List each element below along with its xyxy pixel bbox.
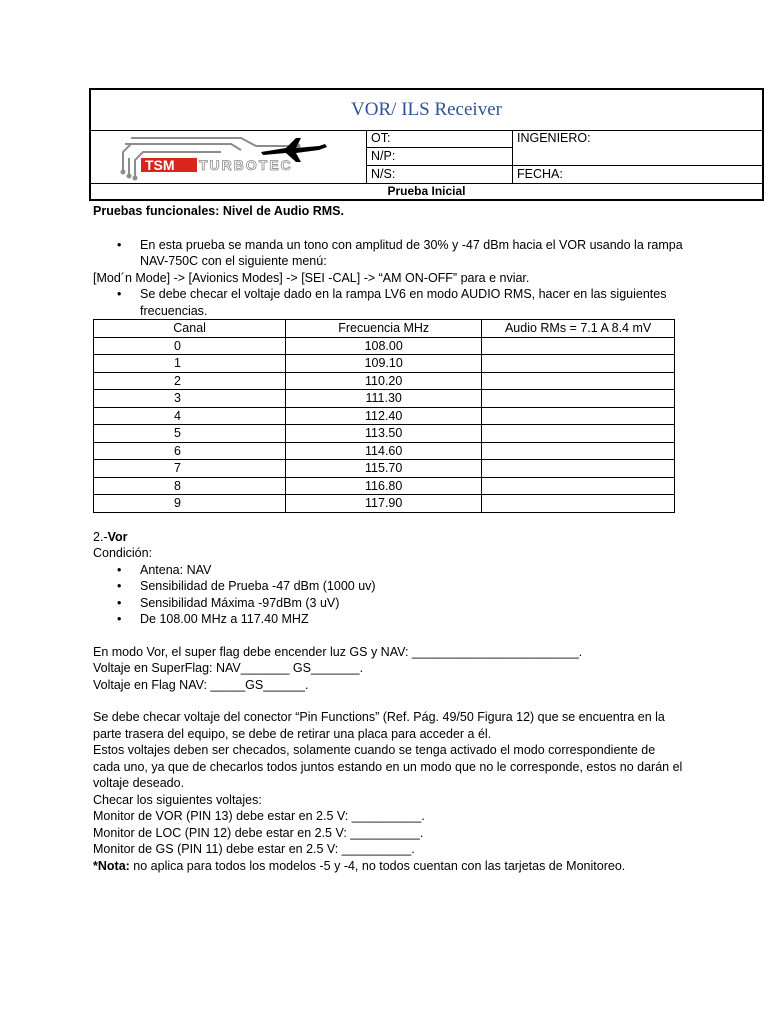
section1-bullet-2 (93, 286, 683, 319)
logo-turbotec-text: TURBOTEC (199, 157, 293, 173)
bullet-icon: • (117, 579, 122, 593)
cell-audio[interactable] (482, 355, 675, 373)
frequency-table (93, 319, 675, 513)
cell-frecuencia: 117.90 (286, 495, 482, 513)
ns-field[interactable] (367, 166, 513, 183)
cell-canal: 4 (94, 407, 286, 425)
cell-canal: 9 (94, 495, 286, 513)
cell-frecuencia: 112.40 (286, 407, 482, 425)
header-info-grid (367, 130, 762, 183)
condicion-bullet (93, 578, 683, 595)
cell-audio[interactable] (482, 477, 675, 495)
table-header-canal: Canal (94, 320, 286, 338)
table-row (94, 407, 675, 425)
cell-canal: 2 (94, 372, 286, 390)
table-row (94, 477, 675, 495)
cell-canal: 0 (94, 337, 286, 355)
table-row (94, 372, 675, 390)
condicion-label: Condición: (93, 546, 153, 560)
ot-field[interactable] (367, 130, 513, 148)
cell-audio[interactable] (482, 425, 675, 443)
cell-frecuencia: 113.50 (286, 425, 482, 443)
bullet-icon: • (117, 612, 122, 626)
np-field[interactable] (367, 148, 513, 166)
company-logo (91, 130, 367, 183)
np-label: N/P: (371, 149, 396, 163)
section1-bullet-1 (93, 237, 683, 270)
cell-canal: 6 (94, 442, 286, 460)
cell-audio[interactable] (482, 337, 675, 355)
cell-canal: 3 (94, 390, 286, 408)
section2-title: Vor (107, 529, 128, 544)
cell-audio[interactable] (482, 442, 675, 460)
ot-label: OT: (371, 131, 391, 145)
voltaje-flag-nav-line: Voltaje en Flag NAV: _____GS______. (93, 677, 309, 692)
cell-frecuencia: 116.80 (286, 477, 482, 495)
voltaje-superflag-line: Voltaje en SuperFlag: NAV_______ GS_______. (93, 661, 364, 675)
section1-bullet-1-text: En esta prueba se manda un tono con amplitud de 30% y -47 dBm hacia el VOR usando la rampa NAV-750C con el siguiente menú: (140, 237, 683, 268)
document-body (93, 203, 683, 874)
table-header-row (94, 320, 675, 338)
document-header (89, 88, 764, 201)
bullet-icon: • (117, 595, 122, 610)
cell-canal: 5 (94, 425, 286, 443)
tsm-turbotec-logo (91, 130, 365, 183)
cell-frecuencia: 110.20 (286, 372, 482, 390)
pin-functions-paragraph: Se debe checar voltaje del conector “Pin Functions” (Ref. Pág. 49/50 Figura 12) que se encuentra en la parte trasera del equipo, se debe de retirar una placa para acceder a él. (93, 710, 665, 741)
cell-audio[interactable] (482, 372, 675, 390)
table-row (94, 337, 675, 355)
fecha-field[interactable] (513, 166, 762, 183)
table-header-audio: Audio RMs = 7.1 A 8.4 mV (482, 320, 675, 338)
cell-audio[interactable] (482, 407, 675, 425)
nota-text: no aplica para todos los modelos -5 y -4, no todos cuentan con las tarjetas de Monitoreo. (129, 858, 626, 873)
cell-canal: 8 (94, 477, 286, 495)
nota-line (93, 858, 683, 875)
ns-label: N/S: (371, 167, 396, 181)
voltajes-paragraph: Estos voltajes deben ser checados, solamente cuando se tenga activado el modo correspondiente de cada uno, ya que de checarlos todos juntos estando en un modo que no le corresponde, estos no darán el voltaje deseado. (93, 743, 683, 790)
nota-label: *Nota: (93, 858, 130, 873)
condicion-bullet-text: Sensibilidad Máxima -97dBm (3 uV) (140, 595, 340, 610)
section1-bullet-2-text: Se debe checar el voltaje dado en la rampa LV6 en modo AUDIO RMS, hacer en las siguientes frecuencias. (140, 287, 667, 318)
section1-heading: Pruebas funcionales: Nivel de Audio RMS. (93, 204, 344, 218)
bullet-icon: • (117, 287, 122, 301)
table-row (94, 425, 675, 443)
table-row (94, 442, 675, 460)
condicion-bullet-text: Sensibilidad de Prueba -47 dBm (1000 uv) (140, 579, 376, 593)
menu-line: [Mod´n Mode] -> [Avionics Modes] -> [SEI -CAL] -> “AM ON-OFF” para e nviar. (93, 270, 530, 285)
prueba-inicial-label: Prueba Inicial (91, 183, 762, 200)
logo-tsm-text: TSM (145, 157, 175, 173)
table-row (94, 390, 675, 408)
condicion-bullet (93, 595, 683, 612)
cell-frecuencia: 114.60 (286, 442, 482, 460)
cell-audio[interactable] (482, 460, 675, 478)
section2-heading (93, 529, 683, 546)
monitor-vor-line: Monitor de VOR (PIN 13) debe estar en 2.5 V: __________. (93, 809, 425, 823)
condicion-bullet (93, 562, 683, 579)
cell-frecuencia: 108.00 (286, 337, 482, 355)
table-row (94, 355, 675, 373)
table-row (94, 460, 675, 478)
monitor-loc-line: Monitor de LOC (PIN 12) debe estar en 2.5 V: __________. (93, 825, 424, 840)
bullet-icon: • (117, 562, 122, 577)
cell-frecuencia: 111.30 (286, 390, 482, 408)
superflag-line: En modo Vor, el super flag debe encender luz GS y NAV: ________________________. (93, 644, 583, 659)
condicion-bullet (93, 611, 683, 628)
cell-frecuencia: 109.10 (286, 355, 482, 373)
cell-canal: 7 (94, 460, 286, 478)
bullet-icon: • (117, 237, 122, 252)
condicion-bullet-text: Antena: NAV (140, 562, 212, 577)
fecha-label: FECHA: (517, 167, 563, 181)
document-title: VOR/ ILS Receiver (91, 90, 762, 131)
condicion-bullet-text: De 108.00 MHz a 117.40 MHZ (140, 612, 309, 626)
checar-voltajes-label: Checar los siguientes voltajes: (93, 792, 262, 807)
cell-frecuencia: 115.70 (286, 460, 482, 478)
cell-audio[interactable] (482, 390, 675, 408)
section2-number: 2.- (93, 529, 108, 544)
table-header-frecuencia: Frecuencia MHz (286, 320, 482, 338)
table-row (94, 495, 675, 513)
ingeniero-label: INGENIERO: (517, 131, 591, 145)
ingeniero-field[interactable] (513, 130, 762, 166)
cell-canal: 1 (94, 355, 286, 373)
cell-audio[interactable] (482, 495, 675, 513)
monitor-gs-line: Monitor de GS (PIN 11) debe estar en 2.5 V: __________. (93, 842, 415, 856)
